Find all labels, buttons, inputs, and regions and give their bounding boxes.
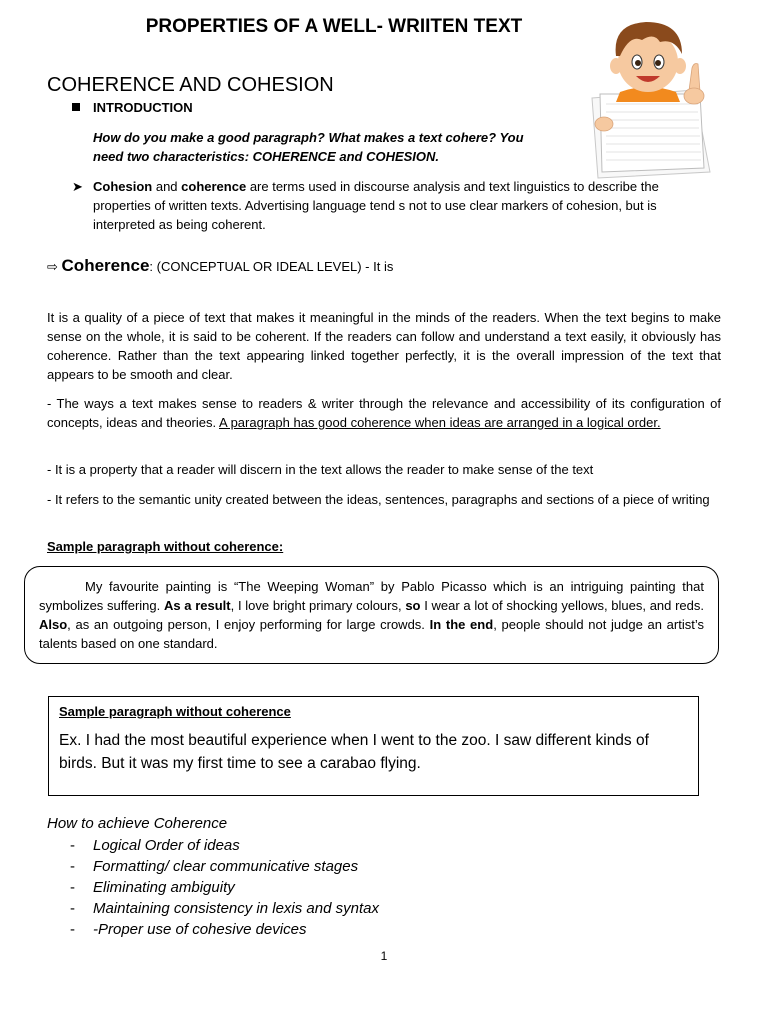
sample-paragraph-label: Sample paragraph without coherence: — [47, 539, 284, 554]
right-arrow-icon: ⇨ — [47, 259, 58, 274]
list-item: - Eliminating ambiguity — [70, 879, 235, 896]
howto-heading: How to achieve Coherence — [47, 815, 228, 832]
ways-text: - The ways a text makes sense to readers & writer through the relevance and accessibility of its configuration of concepts, ideas and theories. — [47, 396, 721, 430]
sample-paragraph-text: My favourite painting is “The Weeping Woman” by Pablo Picasso which is an intriguing painting that symbolizes suffering. As a result, I love bright primary colours, so I wear a lot of shocking yellows, blues, and reds. Also, as an outgoing person, I enjoy performing for large crowds. In the end, people should not judge an artist’s talents based on one standard. — [39, 579, 705, 651]
coherence-definition-paragraph: It is a quality of a piece of text that makes it meaningful in the minds of the readers. When the text begins to make sense on the whole, it is said to be coherent. If the readers can follow and understand a text easily, it obviously has coherence. Rather than the text appearing linked together perfectly, it is the overall impression of the text that appears to be smooth and clear. — [47, 310, 721, 382]
list-item: - Logical Order of ideas — [70, 837, 240, 854]
section-heading: COHERENCE AND COHESION — [47, 74, 334, 96]
example-text: Ex. I had the most beautiful experience when I went to the zoo. I saw different kinds of birds. But it was my first time to see a carabao flying. — [59, 732, 649, 772]
coherence-term: coherence — [181, 179, 247, 194]
coherence-property-paragraph: - It is a property that a reader will discern in the text allows the reader to make sense of the text — [47, 462, 594, 477]
intro-question: How do you make a good paragraph? What makes a text cohere? You need two characteristics: COHERENCE and COHESION. — [93, 130, 524, 164]
coherence-heading-rest: : (CONCEPTUAL OR IDEAL LEVEL) - It is — [149, 259, 394, 274]
page-number: 1 — [380, 949, 388, 963]
list-item: - Maintaining consistency in lexis and syntax — [70, 900, 379, 917]
list-item: - Formatting/ clear communicative stages — [70, 858, 359, 875]
ways-underlined-text: A paragraph has good coherence when ideas are arranged in a logical order. — [219, 415, 661, 430]
coherence-ways-paragraph — [47, 394, 721, 432]
example-box — [48, 696, 699, 796]
cohesion-term: Cohesion — [93, 179, 153, 194]
coherence-heading — [47, 256, 393, 276]
boy-holding-paper-illustration — [590, 12, 720, 180]
coherence-semantic-paragraph: - It refers to the semantic unity created between the ideas, sentences, paragraphs and sections of a piece of writing — [47, 492, 710, 507]
example-box-label: Sample paragraph without coherence — [59, 704, 291, 719]
sample-paragraph-box — [24, 566, 719, 664]
cohesion-paragraph — [93, 177, 715, 234]
square-bullet-icon — [72, 103, 80, 111]
list-item: - -Proper use of cohesive devices — [70, 921, 307, 938]
cohesion-text-1: and — [152, 179, 182, 194]
coherence-heading-word: Coherence — [61, 256, 150, 275]
howto-list — [70, 835, 379, 940]
arrow-bullet-icon: ➤ — [72, 179, 83, 194]
cohesion-text-2: are terms used in discourse analysis and text linguistics to describe the properties of written texts. Advertising language tend s not to use clear markers of cohesion, but is interpreted as being coherent. — [93, 179, 659, 232]
page-title: PROPERTIES OF A WELL- WRIITEN TEXT — [145, 16, 523, 37]
intro-label: INTRODUCTION — [93, 100, 193, 115]
